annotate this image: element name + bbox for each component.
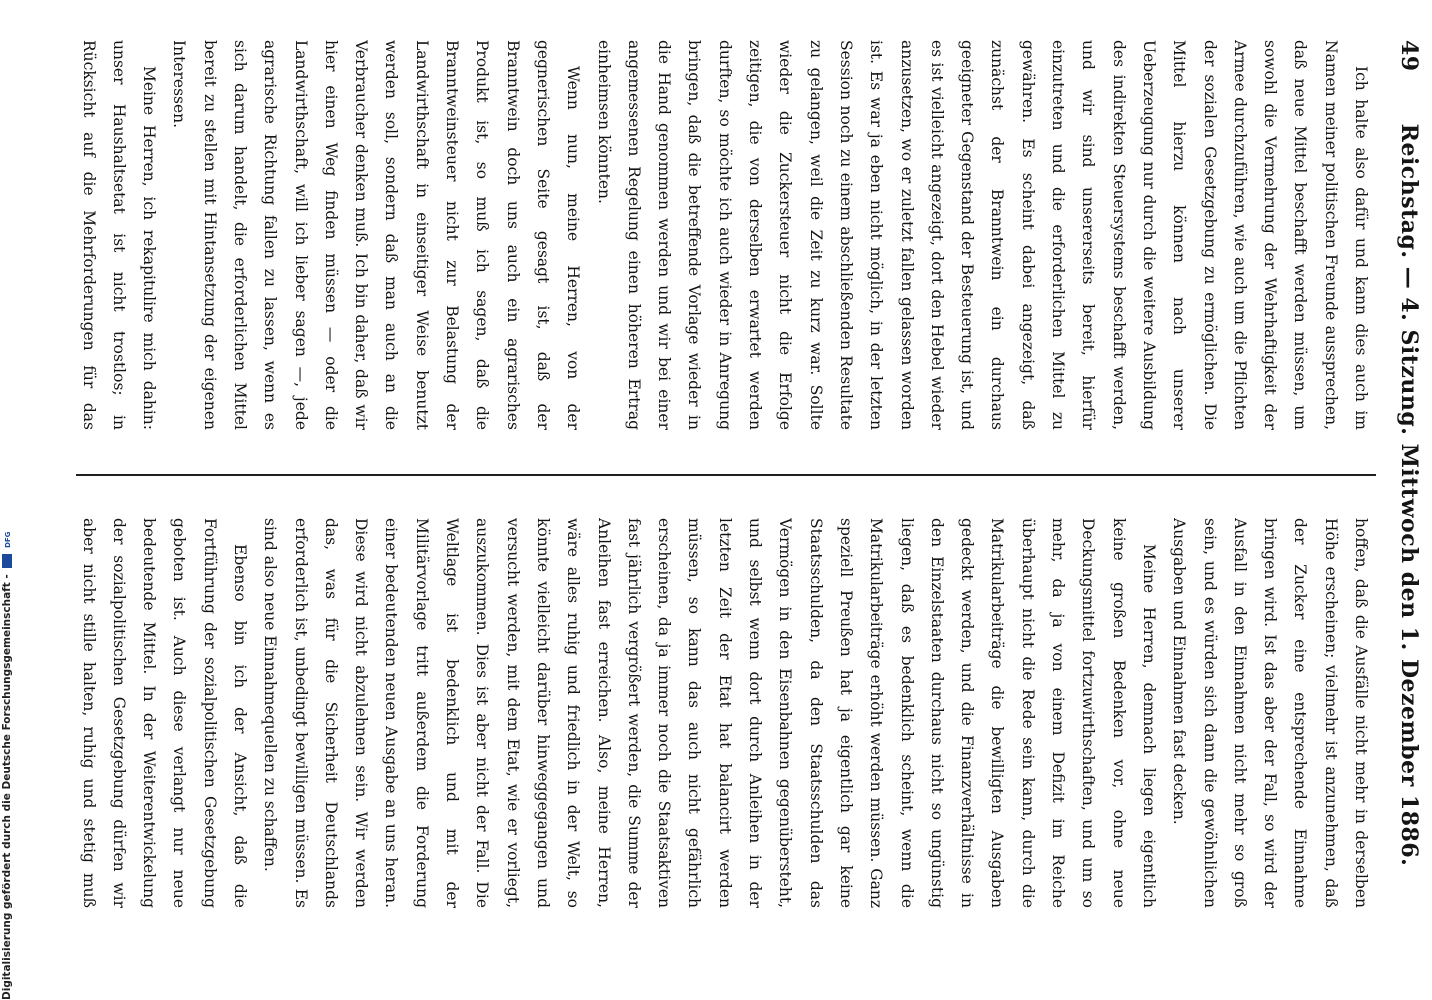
column-divider [76,474,1376,476]
dfg-logo-text: DFG [4,531,12,548]
digitization-note [0,0,14,1000]
paragraph: Wenn nun, meine Herren, von der gegnerischen Seite gesagt ist, daß der Branntwein doch uns auch ein agrarisches Produkt ist, so muß ich sagen, daß die Branntweinsteuer nicht zur Belastung der Landwirthschaft in einseitiger Weise benutzt werden soll, sondern daß man auch an die Verbraucher denken muß. Ich bin daher, daß wir hier einen Weg finden müssen — oder die Landwirthschaft, will ich lieber sagen —, jede agrarische Richtung fallen zu lassen, wenn es sich darum handelt, die erforderlichen Mittel bereit zu stellen mit Hintansetzung der eigenen Interessen. [170,40,583,430]
paragraph: Meine Herren, ich rekapitulire mich dahin: unser Haushaltsetat ist nicht trostlos; in Rücksicht auf die Mehrforderungen für das [79,40,159,430]
right-column [76,518,1376,908]
digitization-note-text: Digitalisierung gefördert durch die Deutsche Forschungsgemeinschaft - [1,574,13,1000]
running-head [1390,40,1428,950]
paragraph: Ich halte also dafür und kann dies auch im Namen meiner politischen Freunde aussprechen, daß neue Mittel beschafft werden müssen, um sowohl die Vermehrung der Wehrhaftigkeit der Armee durchzuführen, wie auch um die Pflichten der sozialen Gesetzgebung zu ermöglichen. Die Mittel hierzu können nach unserer Ueberzeugung nur durch die weitere Ausbildung des indirekten Steuersystems beschafft werden, und wir sind unsererseits bereit, hierfür einzutreten und die erforderlichen Mittel zu gewähren. Es scheint dabei angezeigt, daß zunächst der Branntwein ein durchaus geeigneter Gegenstand der Besteuerung ist, und es ist vielleicht angezeigt, dort den Hebel wieder anzusetzen, wo er zuletzt fallen gelassen worden ist. Es war ja eben nicht möglich, in der letzten Session noch zu einem abschließenden Resultate zu gelangen, weil die Zeit zu kurz war. Sollte wieder die Zuckersteuer nicht die Erfolge zeitigen, die von derselben erwartet werden durften, so möchte ich auch wieder in Anregung bringen, daß die betreffende Vorlage wieder in die Hand genommen werden und wir bei einer angemessenen Regelung einen höheren Ertrag einheimsen könnten. [594,40,1370,430]
paragraph: Ebenso bin ich der Ansicht, daß die Fortführung der sozialpolitischen Gesetzgebung geboten ist. Auch diese verlangt nur neue bedeutende Mittel. In der Weiterentwickelung der sozialpolitischen Gesetzgebung dürfen wir aber nicht stille halten, ruhig und stetig muß [79,518,250,908]
running-title: Reichstag. — 4. Sitzung. Mittwoch den 1. Dezember 1886. [1396,123,1422,867]
page-number: 49 [1396,40,1422,72]
rotated-newspaper-page [32,0,1432,1000]
dfg-logo-icon [2,554,12,568]
paragraph: Meine Herren, demnach liegen eigentlich keine großen Bedenken vor, ohne neue Deckungsmittel fortzuwirthschaften, und um so mehr, da ja von einem Defizit im Reiche überhaupt nicht die Rede sein kann, durch die Matrikularbeiträge die bewilligten Ausgaben gedeckt werden, und die Finanzverhältnisse in den Einzelstaaten durchaus nicht so ungünstig liegen, daß es bedenklich scheint, wenn die Matrikularbeiträge erhöht werden müssen. Ganz speziell Preußen hat ja eigentlich gar keine Staatsschulden, da den Staatsschulden das Vermögen in den Eisenbahnen gegenübersteht, und selbst wenn dort durch Anleihen in der letzten Zeit der Etat hat balancirt werden müssen, so kann das auch nicht gefährlich erscheinen, da ja immer noch die Staatsaktiven fast jährlich vergrößert werden, die Summe der Anleihen fast erreichen. Also, meine Herren, wäre alles ruhig und friedlich in der Welt, so könnte vielleicht darüber hinweggegangen und versucht werden, mit dem Etat, wie er vorliegt, auszukommen. Dies ist aber nicht der Fall. Die Weltlage ist bedenklich und mit der Militärvorlage tritt außerdem die Forderung einer bedeutenden neuen Ausgabe an uns heran. Diese wird nicht abzulehnen sein. Wir werden das, was für die Sicherheit Deutschlands erforderlich ist, unbedingt bewilligen müssen. Es sind also neue Einnahmequellen zu schaffen. [261,518,1158,908]
left-column [76,40,1376,430]
digitization-strip [0,0,14,1000]
paragraph: hoffen, daß die Ausfälle nicht mehr in derselben Höhe erscheinen; vielmehr ist anzunehmen, daß der Zucker eine entsprechende Einnahme bringen wird. Ist das aber der Fall, so wird der Ausfall in den Einnahmen nicht mehr so groß sein, und es würden sich dann die gewöhnlichen Ausgaben und Einnahmen fast decken. [1170,518,1370,908]
